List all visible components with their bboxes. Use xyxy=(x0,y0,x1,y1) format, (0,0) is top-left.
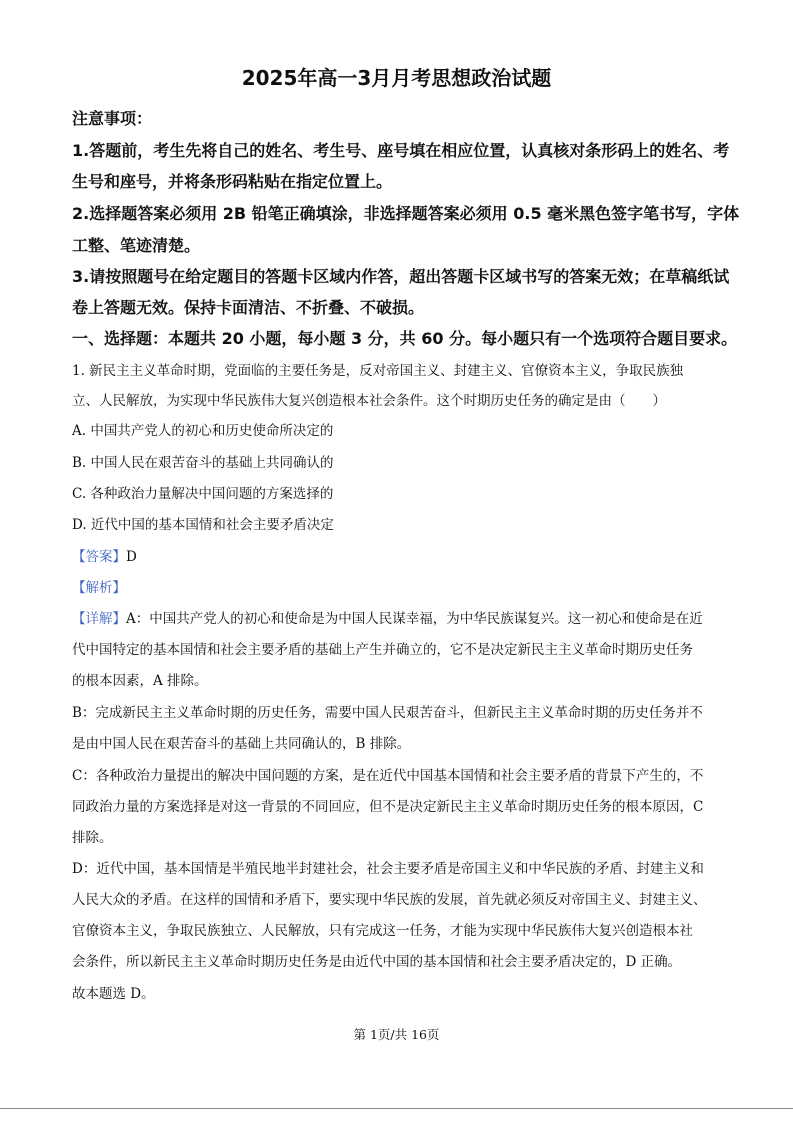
notice-item-2-line-1: 2.选择题答案必须用 2B 铅笔正确填涂，非选择题答案必须用 0.5 毫米黑色签字笔书写，字体 xyxy=(72,204,740,223)
detail-d-line-1: D：近代中国，基本国情是半殖民地半封建社会，社会主要矛盾是帝国主义和中华民族的矛盾、封建主义和 xyxy=(72,861,704,877)
detail-d-line-2: 人民大众的矛盾。在这样的国情和矛盾下，要实现中华民族的发展，首先就必须反对帝国主义、封建主义、 xyxy=(72,892,707,908)
detail-tag: 【详解】 xyxy=(72,611,126,627)
page-title: 2025年高一3月月考思想政治试题 xyxy=(241,66,552,90)
option-b: B. 中国人民在艰苦奋斗的基础上共同确认的 xyxy=(72,455,334,471)
detail-a-line-3: 的根本因素，A 排除。 xyxy=(72,673,208,689)
notice-item-3-line-1: 3.请按照题号在给定题目的答题卡区域内作答，超出答题卡区域书写的答案无效；在草稿纸试 xyxy=(72,267,730,286)
page-number-footer: 第 1页/共 16页 xyxy=(353,1027,440,1042)
detail-c-line-3: 排除。 xyxy=(72,830,113,846)
detail-a-line-1 xyxy=(72,607,732,627)
detail-a-line-2: 代中国特定的基本国情和社会主要矛盾的基础上产生并确立的，它不是决定新民主主义革命时期历史任务 xyxy=(72,642,693,658)
detail-b-line-2: 是由中国人民在艰苦奋斗的基础上共同确认的，B 排除。 xyxy=(72,736,411,752)
detail-conclusion: 故本题选 D。 xyxy=(72,986,155,1002)
answer-value: D xyxy=(126,549,137,565)
detail-c-line-2: 同政治力量的方案选择是对这一背景的不同回应，但不是决定新民主主义革命时期历史任务的根本原因，C xyxy=(72,799,704,815)
option-c: C. 各种政治力量解决中国问题的方案选择的 xyxy=(72,486,334,502)
answer-line xyxy=(72,545,732,565)
detail-d-line-3: 官僚资本主义，争取民族独立、人民解放，只有完成这一任务，才能为实现中华民族伟大复兴创造根本社 xyxy=(72,923,693,939)
notice-item-3-line-2: 卷上答题无效。保持卡面清洁、不折叠、不破损。 xyxy=(72,298,425,317)
bottom-divider xyxy=(0,1108,793,1109)
detail-d-line-4: 会条件，所以新民主主义革命时期历史任务是由近代中国的基本国情和社会主要矛盾决定的，D 正确。 xyxy=(72,954,682,970)
notice-heading: 注意事项： xyxy=(72,109,153,128)
detail-a-line-1-text: A：中国共产党人的初心和使命是为中国人民谋幸福，为中华民族谋复兴。这一初心和使命是在近 xyxy=(126,611,703,627)
analysis-tag-line xyxy=(72,576,732,596)
answer-tag: 【答案】 xyxy=(72,549,126,565)
question-stem-line-1: 1. 新民主主义革命时期，党面临的主要任务是，反对帝国主义、封建主义、官僚资本主义，争取民族独 xyxy=(72,363,684,379)
option-d: D. 近代中国的基本国情和社会主要矛盾决定 xyxy=(72,517,334,533)
notice-item-1-line-1: 1.答题前，考生先将自己的姓名、考生号、座号填在相应位置，认真核对条形码上的姓名、考 xyxy=(72,141,730,160)
analysis-tag: 【解析】 xyxy=(72,580,126,596)
section-heading: 一、选择题：本题共 20 小题，每小题 3 分，共 60 分。每小题只有一个选项符合题目要求。 xyxy=(72,329,738,348)
notice-item-1-line-2: 生号和座号，并将条形码粘贴在指定位置上。 xyxy=(72,172,393,191)
detail-c-line-1: C：各种政治力量提出的解决中国问题的方案，是在近代中国基本国情和社会主要矛盾的背景下产生的，不 xyxy=(72,768,704,784)
option-a: A. 中国共产党人的初心和历史使命所决定的 xyxy=(72,423,334,439)
detail-b-line-1: B：完成新民主主义革命时期的历史任务，需要中国人民艰苦奋斗，但新民主主义革命时期的历史任务并不 xyxy=(72,705,703,721)
notice-item-2-line-2: 工整、笔迹清楚。 xyxy=(72,236,201,255)
question-stem-line-2: 立、人民解放，为实现中华民族伟大复兴创造根本社会条件。这个时期历史任务的确定是由（ ） xyxy=(72,393,666,409)
